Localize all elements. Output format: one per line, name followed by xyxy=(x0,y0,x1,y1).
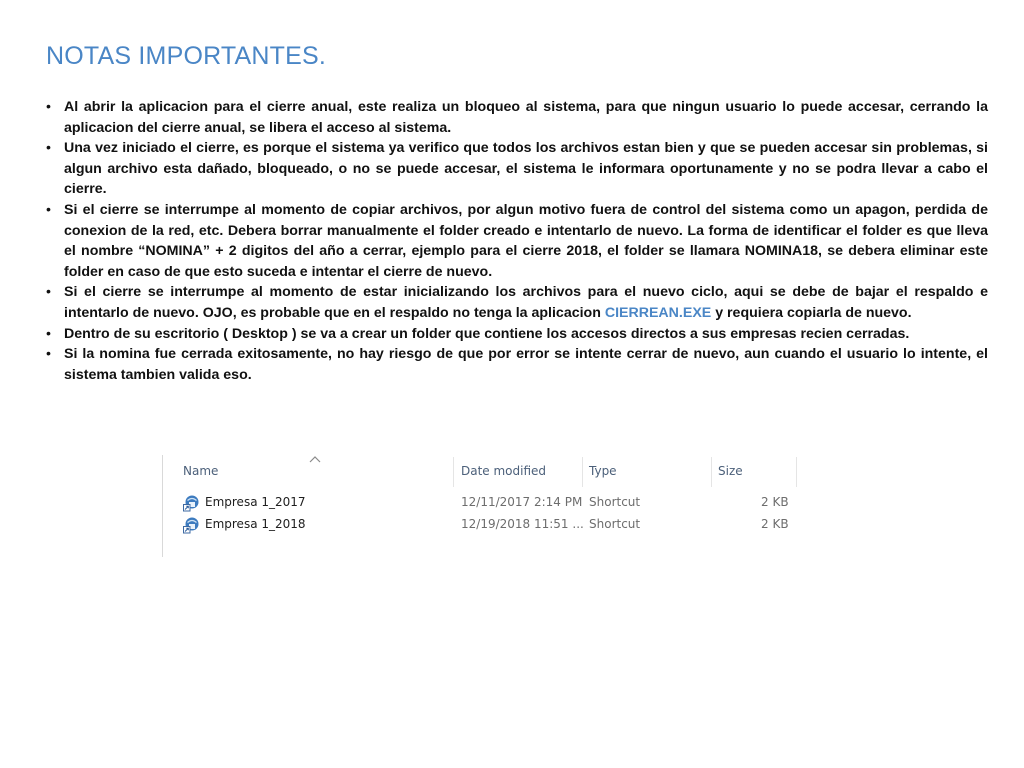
note-text: Si el cierre se interrumpe al momento de estar inicializando los archivos para el nuevo ciclo, aqui se debe de bajar el respaldo e intentarlo de nuevo. OJO, es probable que en el respaldo no tenga la aplicacion xyxy=(64,284,988,321)
column-divider[interactable] xyxy=(453,457,454,487)
column-divider[interactable] xyxy=(796,457,797,487)
note-item: • Dentro de su escritorio ( Desktop ) se va a crear un folder que contiene los accesos directos a sus empresas recien cerradas. xyxy=(46,324,988,345)
column-header-type[interactable]: Type xyxy=(589,464,617,478)
column-header-size[interactable]: Size xyxy=(718,464,743,478)
shortcut-icon xyxy=(183,516,201,534)
column-header-date-modified[interactable]: Date modified xyxy=(461,464,547,478)
file-row[interactable] xyxy=(163,514,797,536)
notes-list xyxy=(46,97,988,385)
shortcut-icon xyxy=(183,494,201,512)
file-name: Empresa 1_2018 xyxy=(205,517,306,531)
file-name: Empresa 1_2017 xyxy=(205,495,306,509)
note-item xyxy=(46,282,988,323)
file-type: Shortcut xyxy=(589,495,641,509)
file-type: Shortcut xyxy=(589,517,641,531)
column-divider[interactable] xyxy=(711,457,712,487)
sort-ascending-icon xyxy=(309,455,321,463)
column-header-row xyxy=(163,455,797,489)
page-title: NOTAS IMPORTANTES. xyxy=(46,42,327,70)
note-item: • Si el cierre se interrumpe al momento de copiar archivos, por algun motivo fuera de control del sistema como un apagon, perdida de conexion de la red, etc. Debera borrar manualmente el folder creado e intentarlo de nuevo. La forma de identificar el folder es que lleva el nombre “NOMINA” + 2 digitos del año a cerrar, ejemplo para el cierre 2018, el folder se llamara NOMINA18, se debera eliminar este folder en caso de que esto suceda e intentar el cierre de nuevo. xyxy=(46,200,988,282)
file-date-modified: 12/19/2018 11:51 ... xyxy=(461,517,584,531)
note-text: y requiera copiarla de nuevo. xyxy=(711,304,912,321)
note-item: • Si la nomina fue cerrada exitosamente, no hay riesgo de que por error se intente cerrar de nuevo, aun cuando el usuario lo intente, el sistema tambien valida eso. xyxy=(46,344,988,385)
file-explorer-list xyxy=(162,455,803,557)
note-item: • Una vez iniciado el cierre, es porque el sistema ya verifico que todos los archivos estan bien y que se pueden accesar sin problemas, si algun archivo esta dañado, bloqueado, o no se puede accesar, el sistema le informara oportunamente y no se podra llevar a cabo el cierre. xyxy=(46,138,988,200)
column-header-name[interactable]: Name xyxy=(183,464,219,478)
file-size: 2 KB xyxy=(761,517,789,531)
executable-name: CIERREAN.EXE xyxy=(604,304,712,321)
file-row[interactable] xyxy=(163,492,797,514)
file-date-modified: 12/11/2017 2:14 PM xyxy=(461,495,583,509)
column-divider[interactable] xyxy=(582,457,583,487)
note-item: • Al abrir la aplicacion para el cierre anual, este realiza un bloqueo al sistema, para que ningun usuario lo puede accesar, cerrando la aplicacion del cierre anual, se libera el acceso al sistema. xyxy=(46,97,988,138)
file-size: 2 KB xyxy=(761,495,789,509)
